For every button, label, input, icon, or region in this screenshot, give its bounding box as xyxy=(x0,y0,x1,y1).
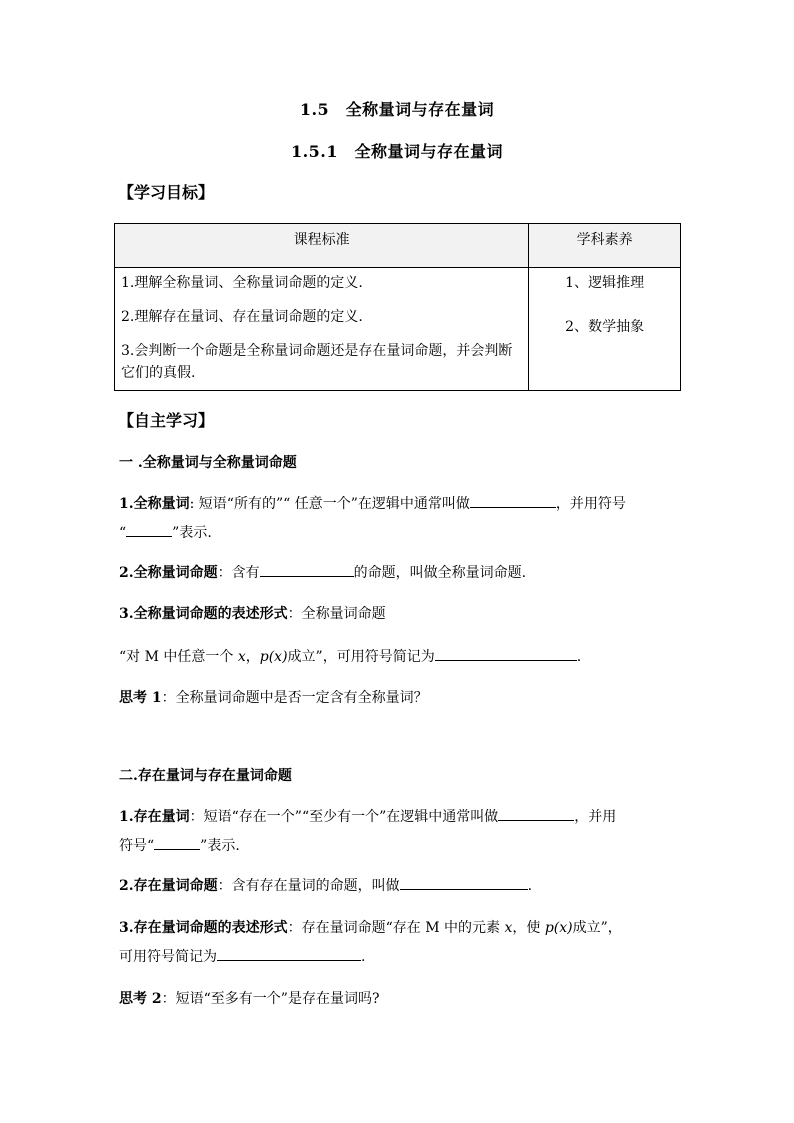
think-label: 思考 2 xyxy=(119,991,162,1007)
standard-item: 3.会判断一个命题是全称量词命题还是存在量词命题，并会判断它们的真假. xyxy=(121,343,513,381)
body-text: ：存在量词命题“存在 M 中的元素 xyxy=(287,920,505,936)
literacy-item: 1、逻辑推理 xyxy=(565,275,645,291)
part1-universal-quantifier xyxy=(119,490,684,548)
body-text: “对 M 中任意一个 xyxy=(119,649,238,665)
body-text: . xyxy=(361,949,366,965)
fill-blank[interactable] xyxy=(217,945,361,961)
term-label: 3.存在量词命题的表述形式 xyxy=(119,920,288,936)
body-text: . xyxy=(576,649,582,665)
fill-blank[interactable] xyxy=(435,645,577,661)
body-text: ，并用符号 xyxy=(555,496,626,512)
body-text: ”表示. xyxy=(200,838,240,854)
part2-expression-form xyxy=(119,914,684,972)
fill-blank[interactable] xyxy=(126,521,172,537)
body-text: ，使 xyxy=(512,920,545,936)
term-label: 1.全称量词 xyxy=(119,496,190,512)
body-text: 成立”，可用符号简记为 xyxy=(287,649,435,665)
body-text: : 短语“所有的”“ 任意一个”在逻辑中通常叫做 xyxy=(189,496,470,512)
math-variable: x xyxy=(504,920,513,936)
literacy-cell xyxy=(529,268,681,391)
part1-universal-proposition xyxy=(119,559,684,588)
standard-item: 1.理解全称量词、全称量词命题的定义. xyxy=(121,275,363,291)
fill-blank[interactable] xyxy=(498,805,574,821)
part2-existential-proposition xyxy=(119,872,684,901)
body-text: ：短语“存在一个”“至少有一个”在逻辑中通常叫做 xyxy=(189,809,499,825)
body-text: ：含有 xyxy=(217,565,260,581)
body-text: 成立”， xyxy=(572,920,622,936)
literacy-item: 2、数学抽象 xyxy=(565,319,645,335)
math-variable: p xyxy=(259,649,269,665)
body-text: ：短语“至多有一个”是存在量词吗? xyxy=(161,991,380,1007)
body-text: ， xyxy=(245,649,260,665)
term-label: 2.全称量词命题 xyxy=(119,565,218,581)
part1-symbol-line xyxy=(119,643,684,672)
term-label: 2.存在量词命题 xyxy=(119,878,218,894)
learning-goals-heading: 【学习目标】 xyxy=(118,183,215,202)
think-question-1 xyxy=(119,684,684,713)
term-label: 1.存在量词 xyxy=(119,809,190,825)
fill-blank[interactable] xyxy=(400,874,528,890)
body-text: “ xyxy=(119,525,127,541)
fill-blank[interactable] xyxy=(260,561,354,577)
math-variable: (x) xyxy=(268,649,288,665)
table-body-row xyxy=(115,268,681,391)
header-subject-literacy: 学科素养 xyxy=(529,224,681,268)
header-course-standard: 课程标准 xyxy=(115,224,529,268)
think-question-2 xyxy=(119,985,684,1014)
section-title: 1.5 全称量词与存在量词 xyxy=(299,100,495,119)
math-variable: x xyxy=(237,649,246,665)
standards-cell xyxy=(115,268,529,391)
body-text: ，并用 xyxy=(574,809,617,825)
subsection-title: 1.5.1 全称量词与存在量词 xyxy=(290,142,504,161)
math-variable: p xyxy=(544,920,554,936)
body-text: ”表示. xyxy=(172,525,212,541)
term-label: 3.全称量词命题的表述形式 xyxy=(119,606,288,622)
part1-heading: 一 .全称量词与全称量词命题 xyxy=(119,455,297,471)
learning-goals-table xyxy=(114,223,681,391)
body-text: 符号“ xyxy=(119,838,155,854)
think-label: 思考 1 xyxy=(119,690,162,706)
body-text: ：全称量词命题中是否一定含有全称量词？ xyxy=(161,690,428,706)
part2-existential-quantifier xyxy=(119,803,684,861)
body-text: ：含有存在量词的命题，叫做 xyxy=(217,878,400,894)
standard-item: 2.理解存在量词、存在量词命题的定义. xyxy=(121,309,363,325)
fill-blank[interactable] xyxy=(470,492,556,508)
body-text: . xyxy=(527,878,533,894)
body-text: 的命题，叫做全称量词命题. xyxy=(353,565,527,581)
self-study-heading: 【自主学习】 xyxy=(118,411,215,430)
body-text: 可用符号简记为 xyxy=(119,949,217,965)
part2-heading: 二.存在量词与存在量词命题 xyxy=(119,768,292,784)
part1-expression-form xyxy=(119,600,684,629)
math-variable: (x) xyxy=(553,920,573,936)
fill-blank[interactable] xyxy=(154,834,200,850)
table-header-row xyxy=(115,224,681,268)
body-text: ：全称量词命题 xyxy=(287,606,386,622)
